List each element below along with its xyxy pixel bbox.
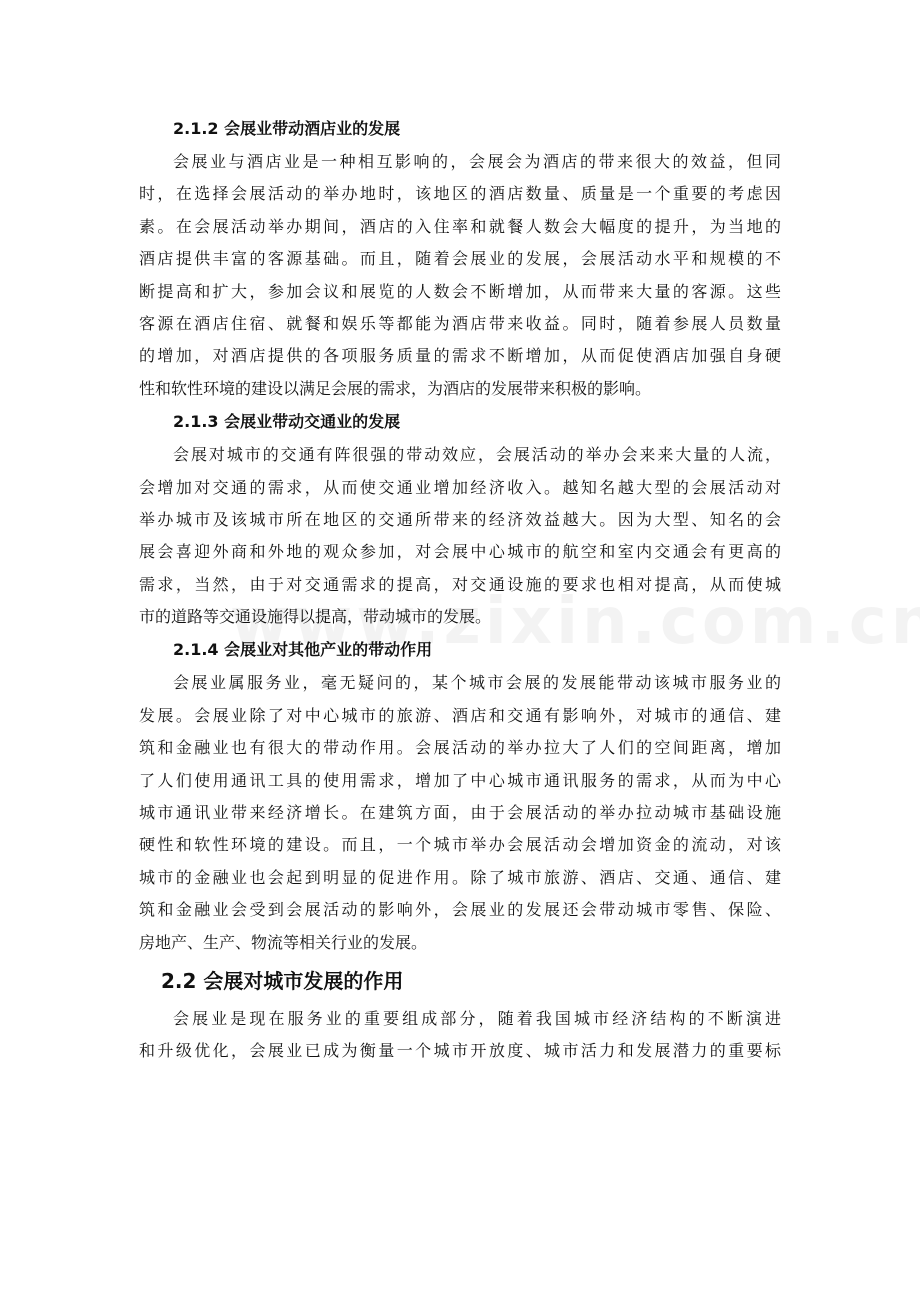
paragraph-line: 断提高和扩大，参加会议和展览的人数会不断增加，从而带来大量的客源。这些 [139,281,781,301]
section-heading-2-1-4: 2.1.4 会展业对其他产业的带动作用 [173,640,433,660]
paragraph-line: 硬性和软性环境的建设。而且，一个城市举办会展活动会增加资金的流动，对该 [139,835,781,855]
paragraph-hotel [139,146,781,405]
paragraph-line: 筑和金融业也有很大的带动作用。会展活动的举办拉大了人们的空间距离，增加 [139,738,781,758]
paragraph-line: 客源在酒店住宿、就餐和娱乐等都能为酒店带来收益。同时，随着参展人员数量 [139,313,781,333]
paragraph-line: 城市通讯业带来经济增长。在建筑方面，由于会展活动的举办拉动城市基础设施 [139,803,781,823]
paragraph-line: 需求，当然，由于对交通需求的提高，对交通设施的要求也相对提高，从而使城 [139,574,781,594]
paragraph-line: 会增加对交通的需求，从而使交通业增加经济收入。越知名越大型的会展活动对 [139,477,781,497]
paragraph-line: 性和软性环境的建设以满足会展的需求，为酒店的发展带来积极的影响。 [139,378,652,398]
paragraph-line: 酒店提供丰富的客源基础。而且，随着会展业的发展，会展活动水平和规模的不 [139,249,781,269]
paragraph-line: 市的道路等交通设施得以提高，带动城市的发展。 [139,607,492,627]
paragraph-line: 会展对城市的交通有阵很强的带动效应，会展活动的举办会来来大量的人流， [173,445,781,465]
paragraph-line: 会展业是现在服务业的重要组成部分，随着我国城市经济结构的不断演进 [173,1008,781,1028]
paragraph-line: 素。在会展活动举办期间，酒店的入住率和就餐人数会大幅度的提升，为当地的 [139,216,781,236]
paragraph-line: 了人们使用通讯工具的使用需求，增加了中心城市通讯服务的需求，从而为中心 [139,770,781,790]
paragraph-line: 房地产、生产、物流等相关行业的发展。 [139,932,428,952]
paragraph-line: 城市的金融业也会起到明显的促进作用。除了城市旅游、酒店、交通、通信、建 [139,867,781,887]
paragraph-line: 筑和金融业会受到会展活动的影响外，会展业的发展还会带动城市零售、保险、 [139,900,781,920]
paragraph-other-industries [139,667,781,959]
paragraph-transport [139,439,781,633]
paragraph-line: 会展业与酒店业是一种相互影响的，会展会为酒店的带来很大的效益，但同 [173,152,781,171]
paragraph-line: 发展。会展业除了对中心城市的旅游、酒店和交通有影响外，对城市的通信、建 [139,705,781,725]
paragraph-city-development [139,1003,781,1068]
section-heading-2-2: 2.2 会展对城市发展的作用 [161,968,404,993]
paragraph-line: 和升级优化，会展业已成为衡量一个城市开放度、城市活力和发展潜力的重要标 [139,1041,781,1061]
paragraph-line: 的增加，对酒店提供的各项服务质量的需求不断增加，从而促使酒店加强自身硬 [139,346,781,366]
document-page [139,112,781,1068]
paragraph-line: 时，在选择会展活动的举办地时，该地区的酒店数量、质量是一个重要的考虑因 [139,184,781,204]
paragraph-line: 展会喜迎外商和外地的观众参加，对会展中心城市的航空和室内交通会有更高的 [139,542,781,562]
paragraph-line: 举办城市及该城市所在地区的交通所带来的经济效益越大。因为大型、知名的会 [139,509,781,529]
section-heading-2-1-2: 2.1.2 会展业带动酒店业的发展 [173,119,401,138]
paragraph-line: 会展业属服务业，毫无疑问的，某个城市会展的发展能带动该城市服务业的 [173,673,781,693]
section-heading-2-1-3: 2.1.3 会展业带动交通业的发展 [173,412,401,432]
